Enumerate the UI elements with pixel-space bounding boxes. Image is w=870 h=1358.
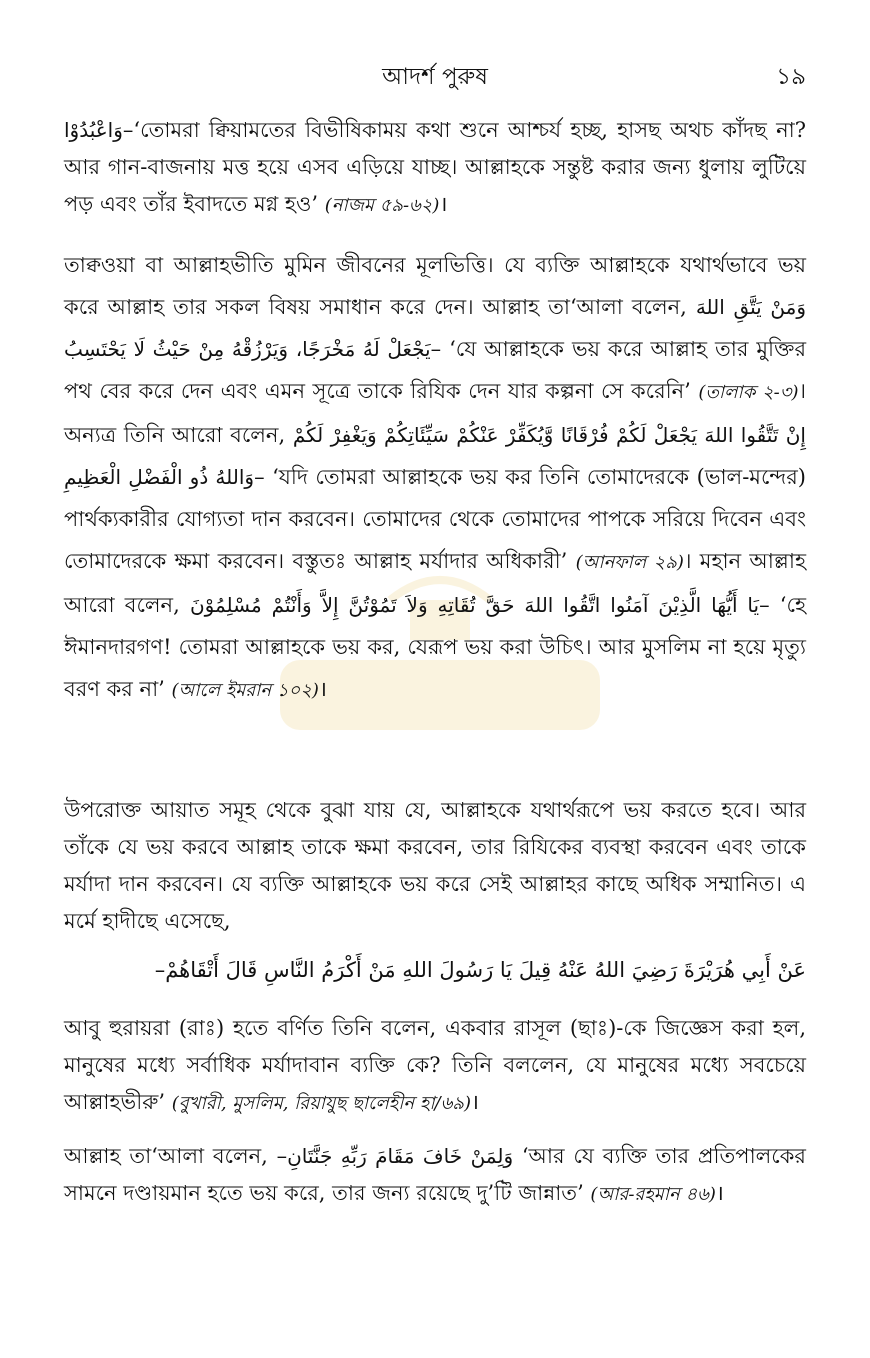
paragraph-5 (64, 1138, 806, 1213)
citation: (আলে ইমরান ১০২) (171, 680, 319, 701)
paragraph-3 (64, 792, 806, 940)
paragraph-1-text (64, 112, 806, 224)
arabic-quote: وَمَنْ يَتَّقِ اللهَ يَجْعَلْ لَهُ مَخْرَجًا، وَيَرْزُقْهُ مِنْ حَيْثُ لَا يَحْتَسِبُ (64, 295, 806, 361)
citation: (তালাক ২-৩) (698, 382, 799, 403)
paragraph-5-text (64, 1138, 806, 1213)
text-run: । (318, 677, 327, 701)
text-run: তাক্বওয়া বা আল্লাহভীতি মুমিন জীবনের মূলভিত্তি। যে ব্যক্তি আল্লাহকে যথার্থভাবে ভয় করে আল্লাহ তার সকল বিষয় সমাধান করে দেন। আল্লাহ তা‘আলা বলেন, (64, 253, 806, 319)
arabic-quote: وَلِمَنْ خَافَ مَقَامَ رَبِّهِ جَنَّتَانِ (287, 1144, 514, 1168)
arabic-quote: إِنْ تَتَّقُوا اللهَ يَجْعَلْ لَكُمْ فُرْقَانًا وَّيُكَفِّرْ عَنْكُمْ سَيِّئَاتِكُمْ وَيَغْفِرْ لَكُمْ وَاللهُ ذُو الْفَضْلِ الْعَظِيمِ (64, 423, 806, 489)
text-run: আবু হুরায়রা (রাঃ) হতে বর্ণিত তিনি বলেন, একবার রাসূল (ছাঃ)-কে জিজ্ঞেস করা হল, মানুষের মধ্যে সর্বাধিক মর্যাদাবান ব্যক্তি কে? তিনি বললেন, যে মানুষের মধ্যে সবচেয়ে আল্লাহভীরু’ (64, 1016, 806, 1114)
paragraph-1 (64, 112, 806, 224)
text-run: – ‘যদি তোমরা আল্লাহকে ভয় কর তিনি তোমাদেরকে (ভাল-মন্দের) পার্থক্যকারীর যোগ্যতা দান করবেন। তোমাদের থেকে তোমাদের পাপকে সরিয়ে দিবেন এবং তোমাদেরকে ক্ষমা করবেন। বস্তুতঃ আল্লাহ মর্যাদার অধিকারী’ (64, 465, 806, 573)
paragraph-2-text (64, 244, 806, 712)
text-run: – ‘যে আল্লাহকে ভয় করে আল্লাহ তার মুক্তির পথ বের করে দেন এবং এমন সূত্রে তাকে রিযিক দেন যার কল্পনা সে করেনি’ (64, 337, 806, 403)
arabic-quote: وَاعْبُدُوْا (64, 118, 123, 142)
paragraph-2 (64, 244, 806, 712)
paragraph-4-text (64, 1010, 806, 1122)
hadith-arabic: عَنْ أَبِي هُرَيْرَةَ رَضِيَ اللهُ عَنْهُ قِيلَ يَا رَسُولَ اللهِ مَنْ أَكْرَمُ النَّاسِ قَالَ أَتْقَاهُمْ– (154, 958, 806, 982)
paragraph-3-text: উপরোক্ত আয়াত সমূহ থেকে বুঝা যায় যে, আল্লাহকে যথার্থরূপে ভয় করতে হবে। আর তাঁকে যে ভয় করবে আল্লাহ তাকে ক্ষমা করবেন, তার রিযিকের ব্যবস্থা করবেন এবং তাকে মর্যাদা দান করবেন। যে ব্যক্তি আল্লাহকে ভয় করে সেই আল্লাহর কাছে অধিক সম্মানিত। এ মর্মে হাদীছে এসেছে, (64, 798, 806, 933)
text-run: । (471, 1090, 479, 1114)
text-run: । (715, 1181, 724, 1205)
text-run: আল্লাহ তা‘আলা বলেন, – (64, 1144, 288, 1168)
text-run: – (122, 118, 134, 142)
running-title: আদর্শ পুরুষ (382, 64, 488, 90)
paragraph-4 (64, 1010, 806, 1122)
text-run: । (439, 192, 448, 216)
citation: (বুখারী, মুসলিম, রিয়াযুছ ছালেহীন হা/৬৯) (171, 1093, 472, 1114)
text-run: । মহান আল্লাহ আরো বলেন, (64, 549, 806, 617)
text-run: – ‘হে ঈমানদারগণ! তোমরা আল্লাহকে ভয় কর, যেরূপ ভয় করা উচিৎ। আর মুসলিম না হয়ে মৃত্যু বরণ কর না’ (64, 593, 806, 701)
text-run: । অন্যত্র তিনি আরো বলেন, (64, 379, 806, 447)
text-run: ‘আর যে ব্যক্তি তার প্রতিপালকের সামনে দণ্ডায়মান হতে ভয় করে, তার জন্য রয়েছে দু’টি জান্নাত’ (64, 1144, 806, 1205)
citation: (আনফাল ২৯) (575, 552, 684, 573)
arabic-quote: يَا أَيُّهَا الَّذِيْنَ آمَنُوا اتَّقُوا اللهَ حَقَّ تُقَاتِهِ وَلاَ تَمُوْتُنَّ إِلاَّ وَأَنْتُمْ مُسْلِمُوْنَ (189, 593, 760, 617)
text-run: ‘তোমরা ক্বিয়ামতের বিভীষিকাময় কথা শুনে আশ্চর্য হচ্ছ, হাসছ অথচ কাঁদছ না? আর গান-বাজনায় মত্ত হয়ে এসব এড়িয়ে যাচ্ছ। আল্লাহকে সন্তুষ্ট করার জন্য ধুলায় লুটিয়ে পড় এবং তাঁর ইবাদতে মগ্ন হও’ (64, 118, 806, 216)
citation: (আর-রহমান ৪৬) (590, 1184, 716, 1205)
page-header (64, 58, 806, 94)
page-number: ১৯ (776, 64, 806, 90)
citation: (নাজম ৫৯-৬২) (324, 195, 440, 216)
